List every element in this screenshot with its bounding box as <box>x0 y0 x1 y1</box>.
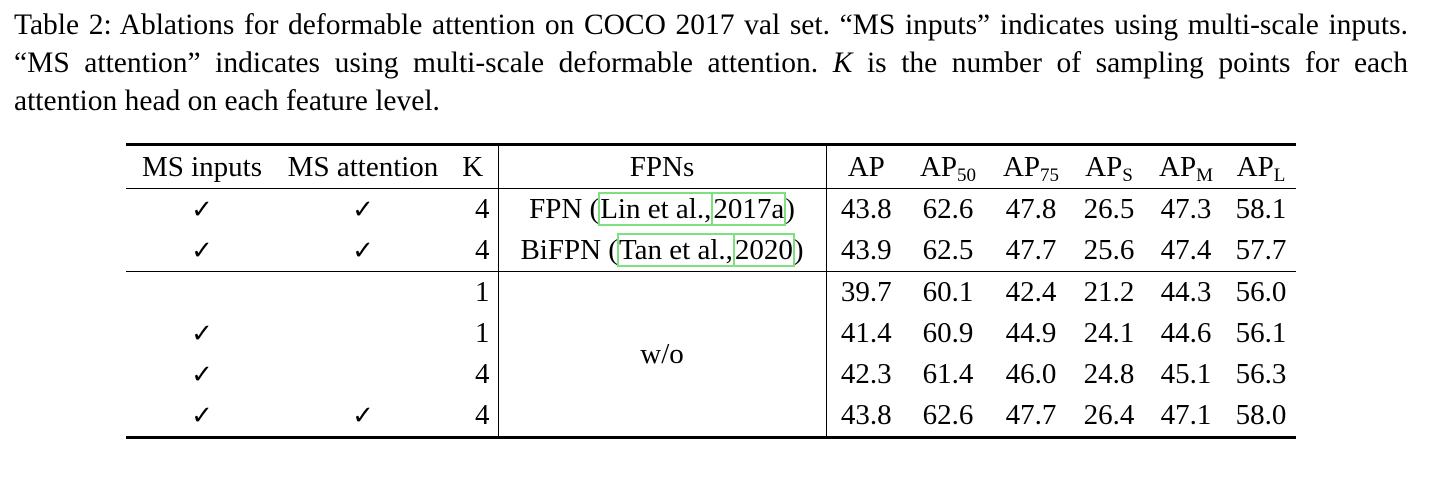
table-row <box>126 189 1296 231</box>
header-ms-attention: MS attention <box>278 145 448 189</box>
apl-cell: 58.0 <box>1235 399 1287 431</box>
aps-cell: 26.4 <box>1083 399 1135 431</box>
apm-cell: 45.1 <box>1160 358 1212 390</box>
aps-cell: 25.6 <box>1072 230 1146 272</box>
ablation-table <box>126 143 1296 439</box>
header-apl: $AP_L$ <box>1226 145 1296 189</box>
ap50-cell: 62.6 <box>922 193 974 225</box>
header-row <box>126 145 1296 189</box>
fpn-cell: BiFPN (Tan et al.,2020) <box>498 230 826 272</box>
caption-label: Table 2: <box>14 9 112 41</box>
ap-cell: 43.8 <box>840 193 892 225</box>
ap50-cell: 60.9 <box>922 317 974 349</box>
caption-text-after-k: is the number of sampling points for each attention head on each feature level. <box>14 47 1408 117</box>
ms-inputs-cell: ✓ <box>126 230 278 272</box>
table-row <box>126 272 1296 314</box>
apl-cell: 56.1 <box>1235 317 1287 349</box>
apl-cell: 58.1 <box>1235 193 1287 225</box>
table-row <box>126 230 1296 272</box>
ap-cell: 43.9 <box>826 230 906 272</box>
ap75-cell: 47.7 <box>990 230 1072 272</box>
aps-cell: 24.1 <box>1083 317 1135 349</box>
header-ms-inputs: MS inputs <box>126 145 278 189</box>
aps-cell: 26.5 <box>1083 193 1135 225</box>
ap75-cell: 47.7 <box>1005 399 1057 431</box>
header-apm: $AP_M$ <box>1146 145 1226 189</box>
k-cell: 4 <box>448 354 498 395</box>
ap75-cell: 47.8 <box>1005 193 1057 225</box>
apm-cell: 47.1 <box>1160 399 1212 431</box>
fpn-wo-cell: w/o <box>498 272 826 438</box>
ms-inputs-cell: ✓ <box>191 194 213 225</box>
ap50-cell: 61.4 <box>922 358 974 390</box>
fpn-cell: FPN (Lin et al.,2017a) <box>498 189 826 231</box>
apm-cell: 44.6 <box>1160 317 1212 349</box>
ms-inputs-cell: ✓ <box>191 318 213 349</box>
ap-cell: 39.7 <box>840 276 892 308</box>
ms-inputs-cell: ✓ <box>191 359 213 390</box>
apm-cell: 44.3 <box>1160 276 1212 308</box>
apl-cell: 56.3 <box>1235 358 1287 390</box>
header-ap50: $AP_{50}$ <box>906 145 990 189</box>
ms-attention-cell <box>278 313 448 354</box>
ap50-cell: 60.1 <box>922 276 974 308</box>
header-ap: AP <box>826 145 906 189</box>
ms-attention-cell: ✓ <box>352 400 374 431</box>
aps-cell: 24.8 <box>1083 358 1135 390</box>
aps-cell: 21.2 <box>1083 276 1135 308</box>
ms-attention-cell <box>278 354 448 395</box>
table-caption <box>14 6 1408 120</box>
ms-attention-cell: ✓ <box>278 230 448 272</box>
ap-cell: 41.4 <box>840 317 892 349</box>
header-k: K <box>448 145 498 189</box>
apm-cell: 47.3 <box>1160 193 1212 225</box>
ap75-cell: 46.0 <box>1005 358 1057 390</box>
citation-year-link[interactable]: 2020 <box>734 234 793 266</box>
ms-inputs-cell: ✓ <box>191 400 213 431</box>
ms-attention-cell <box>278 272 448 314</box>
citation-year-link[interactable]: 2017a <box>713 193 785 225</box>
k-cell: 1 <box>448 313 498 354</box>
header-aps: $AP_S$ <box>1072 145 1146 189</box>
citation-link[interactable]: Tan et al., <box>618 234 733 266</box>
k-cell: 4 <box>448 230 498 272</box>
apl-cell: 56.0 <box>1235 276 1287 308</box>
ap50-cell: 62.5 <box>906 230 990 272</box>
caption-k-symbol: K <box>832 47 853 79</box>
ap-cell: 42.3 <box>840 358 892 390</box>
ap75-cell: 44.9 <box>1005 317 1057 349</box>
ap-cell: 43.8 <box>840 399 892 431</box>
caption-text-before-k: Ablations for deformable attention on COCO 2017 val set. “MS inputs” indicates using multi-scale inputs. “MS attention” indicates using multi-scale deformable attention. <box>14 9 1408 79</box>
k-cell: 1 <box>448 272 498 314</box>
ap50-cell: 62.6 <box>922 399 974 431</box>
apl-cell: 57.7 <box>1226 230 1296 272</box>
ms-attention-cell: ✓ <box>352 194 374 225</box>
k-cell: 4 <box>448 189 498 231</box>
ap75-cell: 42.4 <box>1005 276 1057 308</box>
k-cell: 4 <box>448 395 498 438</box>
ms-inputs-cell <box>126 272 278 314</box>
header-fpns: FPNs <box>498 145 826 189</box>
header-ap75: $AP_{75}$ <box>990 145 1072 189</box>
citation-link[interactable]: Lin et al., <box>600 193 712 225</box>
apm-cell: 47.4 <box>1146 230 1226 272</box>
